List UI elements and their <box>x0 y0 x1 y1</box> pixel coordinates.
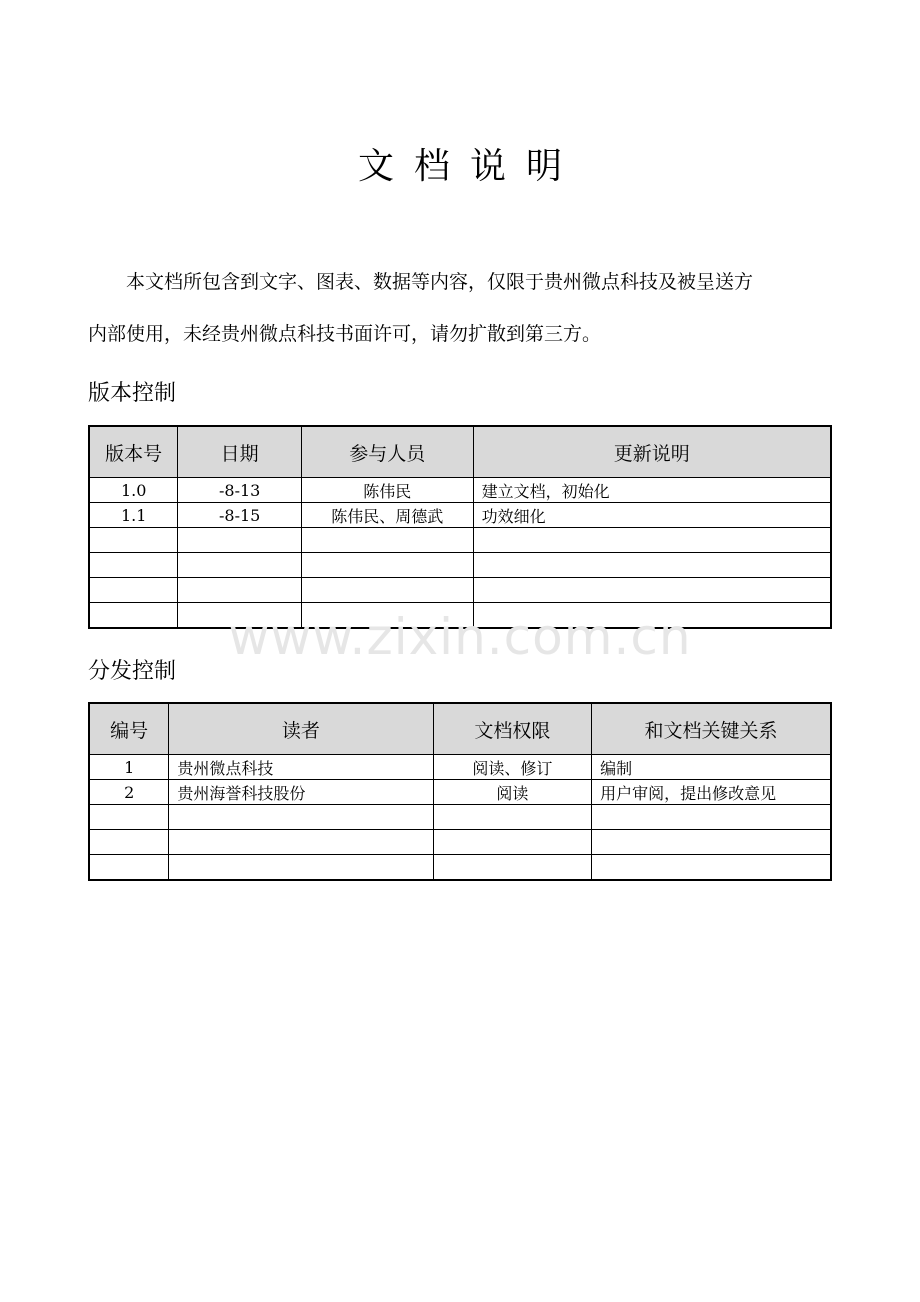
table-cell <box>169 805 433 830</box>
version-control-heading: 版本控制 <box>88 381 177 406</box>
table-cell <box>592 855 831 881</box>
column-header: 版本号 <box>89 426 178 478</box>
table-cell <box>302 578 474 603</box>
table-cell <box>473 528 831 553</box>
table-row <box>89 780 831 805</box>
distribution-control-heading: 分发控制 <box>88 659 177 684</box>
table-cell <box>178 578 302 603</box>
table-cell <box>169 830 433 855</box>
table-cell <box>592 830 831 855</box>
watermark: www.zixin.com.cn <box>228 608 692 666</box>
table-cell <box>89 528 178 553</box>
table-cell: 1.0 <box>89 478 178 503</box>
table-cell <box>433 805 592 830</box>
table-row <box>89 855 831 881</box>
table-row <box>89 603 831 629</box>
table-cell <box>302 603 474 629</box>
column-header: 编号 <box>89 703 169 755</box>
table-cell <box>89 578 178 603</box>
table-row <box>89 503 831 528</box>
table-cell <box>89 805 169 830</box>
column-header: 更新说明 <box>473 426 831 478</box>
table-row <box>89 528 831 553</box>
table-cell: 贵州微点科技 <box>169 755 433 780</box>
document-title: 文档说明 <box>357 146 582 187</box>
distribution-control-table <box>88 702 832 881</box>
table-cell <box>89 830 169 855</box>
table-cell: 贵州海誉科技股份 <box>169 780 433 805</box>
table-cell <box>89 553 178 578</box>
table-cell <box>169 855 433 881</box>
table-cell: 1 <box>89 755 169 780</box>
table-row <box>89 553 831 578</box>
column-header: 日期 <box>178 426 302 478</box>
column-header: 读者 <box>169 703 433 755</box>
table-cell <box>473 553 831 578</box>
table-cell: -8-13 <box>178 478 302 503</box>
table-cell: 建立文档，初始化 <box>473 478 831 503</box>
table-cell: 陈伟民 <box>302 478 474 503</box>
column-header: 和文档关键关系 <box>592 703 831 755</box>
table-cell <box>178 603 302 629</box>
table-cell <box>433 830 592 855</box>
column-header: 文档权限 <box>433 703 592 755</box>
table-cell: 编制 <box>592 755 831 780</box>
table-cell: 陈伟民、周德武 <box>302 503 474 528</box>
table-cell <box>89 855 169 881</box>
table-row <box>89 805 831 830</box>
table-cell <box>302 553 474 578</box>
table-cell: 阅读、修订 <box>433 755 592 780</box>
version-control-table <box>88 425 832 629</box>
table-row <box>89 830 831 855</box>
table-cell: 功效细化 <box>473 503 831 528</box>
table-cell <box>89 603 178 629</box>
table-cell <box>473 603 831 629</box>
table-cell <box>302 528 474 553</box>
table-row <box>89 578 831 603</box>
table-cell <box>473 578 831 603</box>
table-row <box>89 478 831 503</box>
table-cell <box>433 855 592 881</box>
table-header-row <box>89 426 831 478</box>
column-header: 参与人员 <box>302 426 474 478</box>
table-cell: 1.1 <box>89 503 178 528</box>
table-cell: 阅读 <box>433 780 592 805</box>
table-row <box>89 755 831 780</box>
intro-line-1: 本文档所包含到文字、图表、数据等内容，仅限于贵州微点科技及被呈送方 <box>126 271 754 293</box>
table-cell <box>592 805 831 830</box>
table-cell <box>178 528 302 553</box>
table-cell: -8-15 <box>178 503 302 528</box>
table-cell <box>178 553 302 578</box>
intro-paragraph <box>88 256 840 360</box>
table-cell: 2 <box>89 780 169 805</box>
table-header-row <box>89 703 831 755</box>
table-cell: 用户审阅，提出修改意见 <box>592 780 831 805</box>
intro-line-2: 内部使用，未经贵州微点科技书面许可，请勿扩散到第三方。 <box>88 323 602 345</box>
